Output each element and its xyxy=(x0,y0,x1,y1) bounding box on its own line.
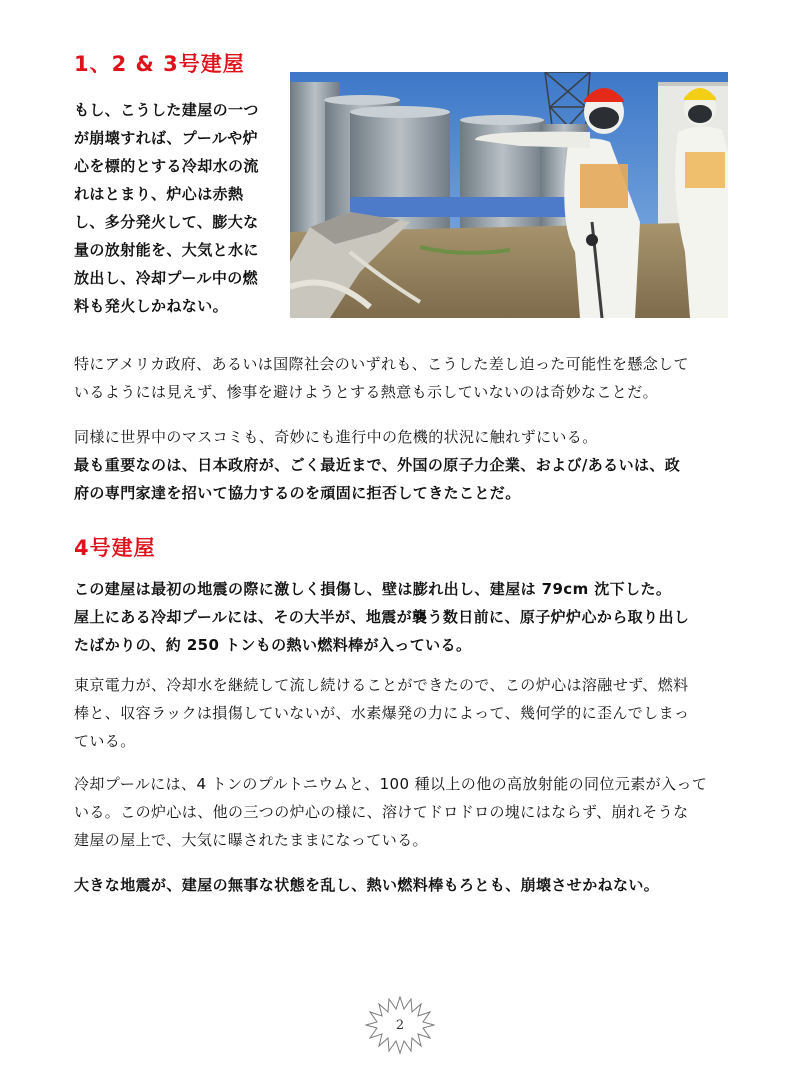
text-line: 特にアメリカ政府、あるいは国際社会のいずれも、こうした差し迫った可能性を懸念して xyxy=(74,355,689,373)
intro-paragraph xyxy=(74,96,284,320)
section-heading-buildings-1-3: 1、2 & 3号建屋 xyxy=(74,52,245,76)
paragraph-tepco-cooling xyxy=(74,671,734,755)
text-line: 冷却プールには、4 トンのプルトニウムと、100 種以上の他の高放射能の同位元素が入って xyxy=(74,775,708,793)
text-line: いるようには見えず、惨事を避けようとする熱意も示していないのは奇妙なことだ。 xyxy=(74,383,659,401)
site-photo xyxy=(290,72,728,318)
page-number: 2 xyxy=(395,1017,405,1033)
text-line: し、多分発火して、膨大な xyxy=(74,213,259,231)
text-line: 放出し、冷却プール中の燃 xyxy=(74,269,259,287)
text-line: れはとまり、炉心は赤熱 xyxy=(74,185,244,203)
text-line: 量の放射能を、大気と水に xyxy=(74,241,259,259)
text-line: もし、こうした建屋の一つ xyxy=(74,101,259,119)
text-line: ている。 xyxy=(74,732,136,750)
text-line: たばかりの、約 250 トンもの熱い燃料棒が入っている。 xyxy=(74,636,472,654)
text-line: 同様に世界中のマスコミも、奇妙にも進行中の危機的状況に触れずにいる。 xyxy=(74,428,598,446)
paragraph-earthquake-risk xyxy=(74,871,734,899)
page-number-badge xyxy=(365,995,435,1055)
text-line: この建屋は最初の地震の際に激しく損傷し、壁は膨れ出し、建屋は 79cm 沈下した。 xyxy=(74,580,672,598)
text-line: いる。この炉心は、他の三つの炉心の様に、溶けてドロドロの塊にはならず、崩れそうな xyxy=(74,803,689,821)
text-line: 心を標的とする冷却水の流 xyxy=(74,157,259,175)
paragraph-building-4-damage xyxy=(74,575,734,659)
text-line: 府の専門家達を招いて協力するのを頑固に拒否してきたことだ。 xyxy=(74,484,521,502)
text-line: 最も重要なのは、日本政府が、ごく最近まで、外国の原子力企業、および/あるいは、政 xyxy=(74,456,681,474)
section-heading-building-4: 4号建屋 xyxy=(74,536,156,560)
paragraph-media xyxy=(74,423,734,451)
text-line: 棒と、収容ラックは損傷していないが、水素爆発の力によって、幾何学的に歪んでしまっ xyxy=(74,704,690,722)
text-line: 大きな地震が、建屋の無事な状態を乱し、熱い燃料棒もろとも、崩壊させかねない。 xyxy=(74,876,660,894)
text-line: が崩壊すれば、プールや炉 xyxy=(74,129,259,147)
paragraph-plutonium xyxy=(74,770,734,854)
paragraph-us-government xyxy=(74,350,734,406)
text-line: 東京電力が、冷却水を継続して流し続けることができたので、この炉心は溶融せず、燃料 xyxy=(74,676,689,694)
paragraph-japanese-government xyxy=(74,451,734,507)
text-line: 屋上にある冷却プールには、その大半が、地震が襲う数日前に、原子炉炉心から取り出し xyxy=(74,608,690,626)
text-line: 料も発火しかねない。 xyxy=(74,297,229,315)
text-line: 建屋の屋上で、大気に曝されたままになっている。 xyxy=(74,831,428,849)
